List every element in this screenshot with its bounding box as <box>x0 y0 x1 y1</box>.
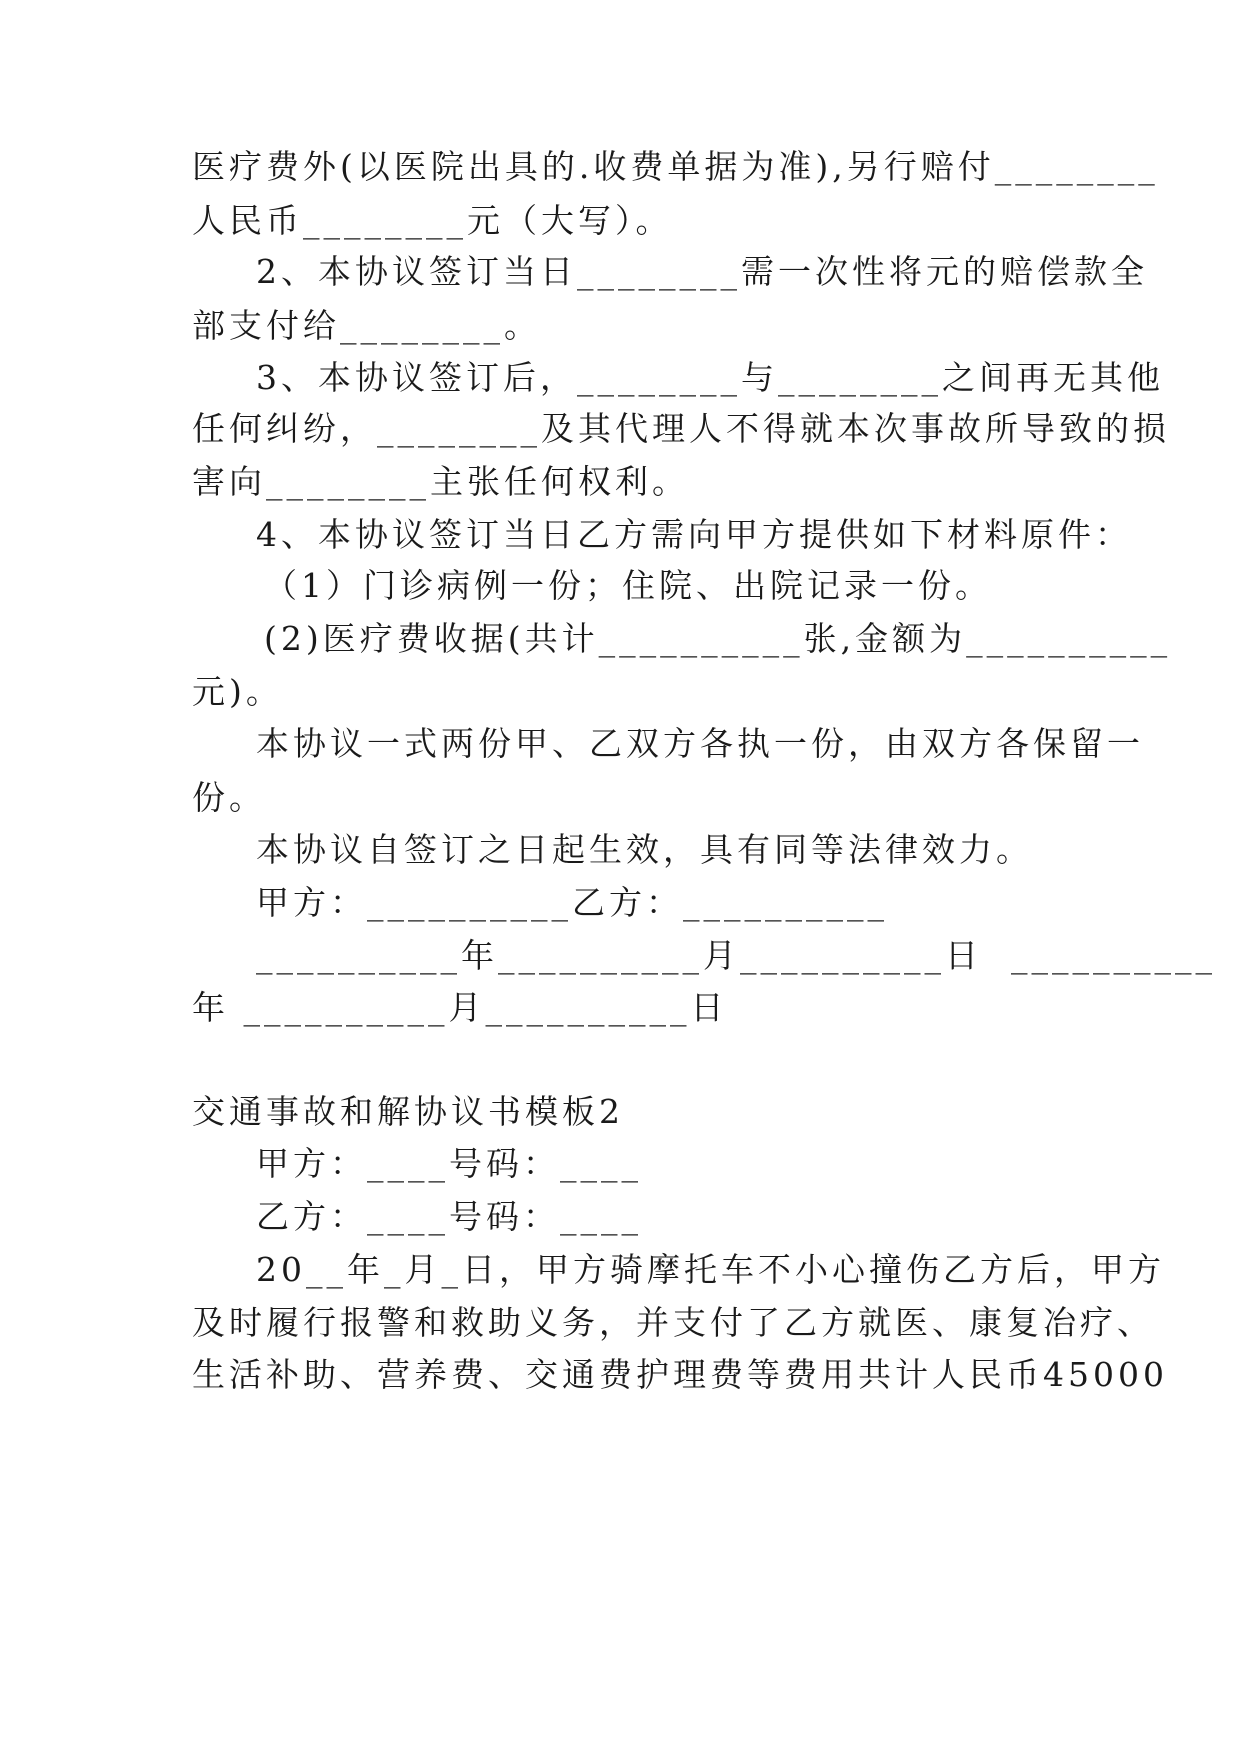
paragraph-line: 份。 <box>192 778 266 817</box>
party-b-line: 乙方：____号码：____ <box>256 1197 642 1236</box>
paragraph-line: 4、本协议签订当日乙方需向甲方提供如下材料原件： <box>256 515 1132 554</box>
party-a-line: 甲方：____号码：____ <box>256 1144 642 1183</box>
paragraph-line: 医疗费外(以医院出具的.收费单据为准),另行赔付________ <box>192 147 1159 186</box>
signature-party-line: 甲方：__________乙方：__________ <box>256 883 888 922</box>
date-line: 年 __________月__________日 <box>192 988 728 1027</box>
paragraph-line: 部支付给________。 <box>192 306 541 345</box>
paragraph-line: 本协议自签订之日起生效，具有同等法律效力。 <box>256 830 1033 869</box>
paragraph-line: 2、本协议签订当日________需一次性将元的赔偿款全 <box>256 252 1148 291</box>
paragraph-line: 元)。 <box>192 672 283 711</box>
paragraph-line: (2)医疗费收据(共计__________张,金额为__________ <box>264 619 1172 658</box>
paragraph-line: 本协议一式两份甲、乙双方各执一份，由双方各保留一 <box>256 724 1144 763</box>
date-line: __________年__________月__________日 __________ <box>256 936 1216 975</box>
paragraph-line: 及时履行报警和救助义务，并支付了乙方就医、康复冶疗、 <box>192 1303 1154 1342</box>
paragraph-line: 20__年_月_日，甲方骑摩托车不小心撞伤乙方后，甲方 <box>256 1250 1165 1289</box>
paragraph-line: 生活补助、营养费、交通费护理费等费用共计人民币45000 <box>192 1355 1168 1394</box>
paragraph-line: 害向________主张任何权利。 <box>192 462 689 501</box>
paragraph-line: （1）门诊病例一份；住院、出院记录一份。 <box>264 566 992 605</box>
paragraph-line: 3、本协议签订后，________与________之间再无其他 <box>256 358 1164 397</box>
paragraph-line: 任何纠纷，________及其代理人不得就本次事故所导致的损 <box>192 409 1170 448</box>
section-title: 交通事故和解协议书模板2 <box>192 1092 624 1131</box>
paragraph-line: 人民币________元（大写）。 <box>192 201 673 240</box>
